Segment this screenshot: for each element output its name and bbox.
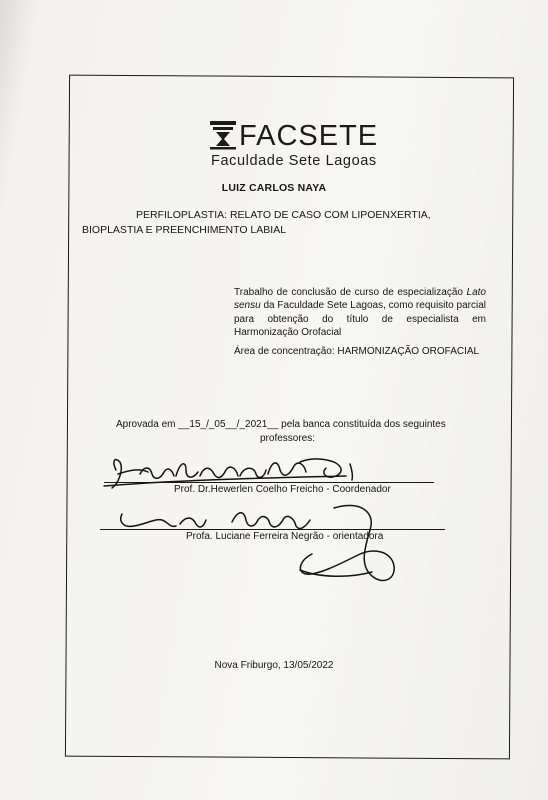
approval-sep-2: __/_ (225, 419, 246, 430)
signature-1 (104, 459, 352, 488)
description-after: da Faculdade Sete Lagoas, como requisito parcial para obtenção do título de especialista em Harmonização Orofacial (234, 300, 486, 339)
description-emphasis: Lato sensu (234, 287, 486, 312)
author-name: LUIZ CARLOS NAYA (221, 182, 327, 194)
approval-line-2: professores: (260, 432, 316, 444)
approval-day: 15 (189, 419, 201, 430)
place-date: Nova Friburgo, 13/05/2022 (214, 660, 334, 671)
approval-sep-1: _/_ (200, 419, 215, 430)
concentration-value: HARMONIZAÇÃO OROFACIAL (337, 346, 480, 357)
institution-name: FACSETE (239, 120, 379, 152)
approval-month: 05 (214, 419, 226, 430)
signature-2 (121, 505, 394, 580)
thesis-title-line-2: BIOPLASTIA E PREENCHIMENTO LABIAL (82, 224, 287, 236)
institution-subtitle: Faculdade Sete Lagoas (211, 153, 377, 169)
description-before: Trabalho de conclusão de curso de especialização (234, 287, 467, 298)
approval-suffix: __ pela banca constituída dos seguintes (267, 419, 446, 430)
approval-prefix: Aprovada em __ (116, 419, 190, 430)
approval-year: 2021 (245, 419, 268, 430)
examiner-2-caption: Profa. Luciane Ferreira Negrão - orientadora (186, 531, 384, 542)
thesis-title-line-1: PERFILOPLASTIA: RELATO DE CASO COM LIPOENXERTIA, (136, 209, 431, 221)
concentration-label: Área de concentração: (234, 346, 338, 357)
examiner-1-caption: Prof. Dr.Hewerlen Coelho Freicho - Coordenador (174, 484, 391, 495)
